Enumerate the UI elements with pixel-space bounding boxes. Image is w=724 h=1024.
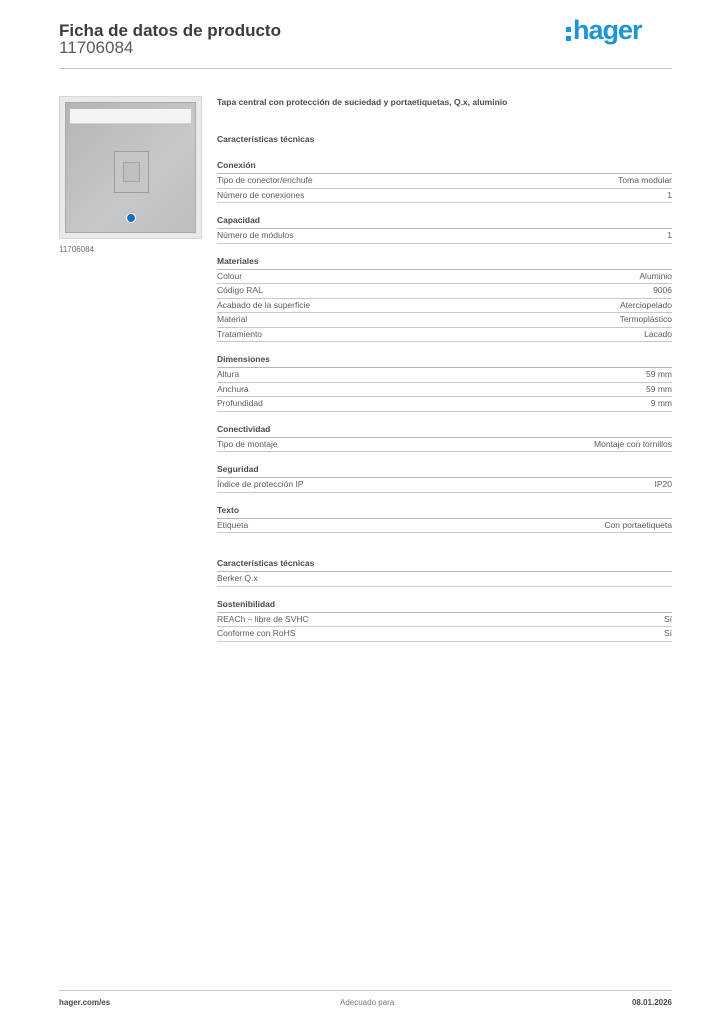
spec-group	[217, 160, 672, 203]
spec-value: 9006	[653, 285, 672, 295]
cover-plate	[65, 102, 196, 233]
spec-label: Tratamiento	[217, 328, 263, 339]
logo-dots-icon	[566, 24, 571, 42]
footer-date: 08.01.2026	[631, 998, 672, 1007]
spec-row	[217, 383, 672, 398]
spec-row	[217, 284, 672, 299]
spec-content	[217, 97, 672, 654]
spec-groups	[217, 160, 672, 533]
group-title: Texto	[217, 505, 672, 519]
spec-row	[217, 627, 672, 642]
spec-label: Berker Q.x	[217, 573, 258, 583]
socket-opening	[123, 162, 140, 182]
spec-label: Etiqueta	[217, 519, 249, 530]
spec-value: Sí	[663, 628, 672, 638]
spec-group	[217, 505, 672, 534]
spec-label: Tipo de conector/enchufe	[217, 175, 313, 185]
group-title: Características técnicas	[217, 558, 672, 572]
spec-label: Conforme con RoHS	[217, 628, 296, 638]
spec-label: Anchura	[217, 383, 249, 394]
spec-group	[217, 215, 672, 244]
spec-value: IP20	[654, 479, 672, 489]
label-holder	[70, 109, 191, 124]
spec-value: Aluminio	[639, 270, 672, 281]
spec-row	[217, 174, 672, 189]
group-title: Capacidad	[217, 215, 672, 229]
spec-group	[217, 464, 672, 493]
spec-row	[217, 572, 672, 587]
footer-divider	[59, 990, 672, 991]
spec-label: Acabado de la superficie	[217, 299, 311, 310]
spec-value: Aterciopelado	[620, 299, 672, 310]
page-title: Ficha de datos de producto	[59, 21, 281, 40]
spec-row	[217, 397, 672, 412]
spec-value: Termoplástico	[619, 314, 672, 324]
section-spacer	[217, 545, 672, 558]
hager-logo	[566, 15, 642, 46]
spec-label: REACh – libre de SVHC	[217, 613, 309, 624]
group-title: Seguridad	[217, 464, 672, 478]
group-title: Conectividad	[217, 424, 672, 438]
logo-text: hager	[573, 15, 642, 45]
socket-frame	[114, 151, 149, 193]
image-caption: 11706084	[59, 245, 94, 254]
spec-row	[217, 478, 672, 493]
spec-value: 1	[667, 189, 672, 200]
group-title: Materiales	[217, 256, 672, 270]
spec-row	[217, 313, 672, 328]
spec-value: 59 mm	[646, 383, 672, 394]
spec-label: Colour	[217, 270, 243, 281]
spec-value: Sí	[663, 613, 672, 624]
spec-row	[217, 613, 672, 628]
spec-label: Número de módulos	[217, 230, 294, 240]
spec-value: Lacado	[644, 328, 672, 339]
spec-group	[217, 599, 672, 642]
spec-value: 9 mm	[650, 398, 672, 408]
group-title: Sostenibilidad	[217, 599, 672, 613]
spec-value: Toma modular	[618, 175, 672, 185]
spec-groups-extra	[217, 558, 672, 642]
spec-row	[217, 299, 672, 314]
spec-value: 59 mm	[646, 369, 672, 379]
spec-label: Material	[217, 314, 248, 324]
spec-row	[217, 328, 672, 343]
led-indicator-icon	[126, 213, 136, 223]
spec-row	[217, 438, 672, 453]
spec-label: Profundidad	[217, 398, 263, 408]
footer-website: hager.com/es	[59, 998, 111, 1007]
spec-group	[217, 424, 672, 453]
spec-row	[217, 270, 672, 285]
spec-row	[217, 368, 672, 383]
spec-value: Montaje con tornillos	[594, 438, 672, 449]
spec-label: Código RAL	[217, 285, 263, 295]
product-code: 11706084	[59, 38, 134, 57]
spec-label: Número de conexiones	[217, 189, 305, 200]
group-title: Dimensiones	[217, 354, 672, 368]
spec-value: 1	[667, 230, 672, 240]
spec-row	[217, 189, 672, 204]
spec-group	[217, 558, 672, 587]
tech-heading: Características técnicas	[217, 134, 315, 144]
spec-group	[217, 256, 672, 343]
spec-label: Altura	[217, 369, 240, 379]
footer-note: Adecuado para	[340, 998, 395, 1007]
header-divider	[59, 68, 672, 69]
group-title: Conexión	[217, 160, 672, 174]
spec-group	[217, 354, 672, 412]
spec-value: Con portaetiqueta	[604, 519, 672, 530]
spec-label: Tipo de montaje	[217, 438, 278, 449]
spec-row	[217, 229, 672, 244]
product-title: Tapa central con protección de suciedad y portaetiquetas, Q.x, aluminio	[217, 97, 508, 107]
spec-row	[217, 519, 672, 534]
product-image	[59, 96, 202, 239]
spec-label: Índice de protección IP	[217, 479, 304, 489]
